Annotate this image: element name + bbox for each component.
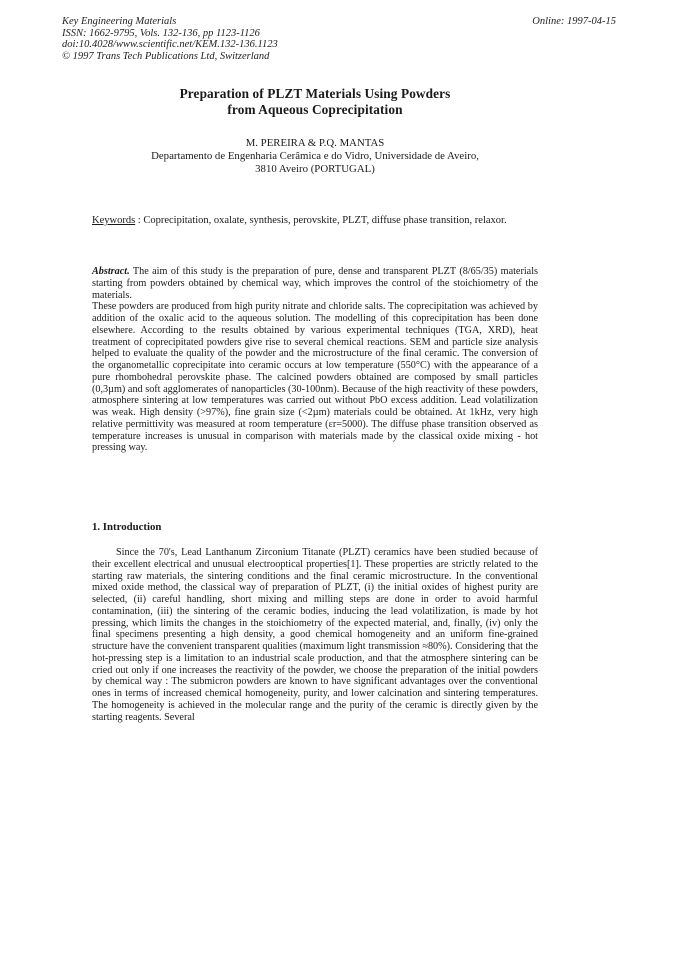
- journal-name: Key Engineering Materials: [62, 16, 177, 27]
- doi-line: doi:10.4028/www.scientific.net/KEM.132-136.1123: [62, 39, 278, 50]
- abstract-label: Abstract.: [92, 266, 130, 277]
- abstract-paragraph-2: These powders are produced from high purity nitrate and chloride salts. The coprecipitation was achieved by addition of the oxalic acid to the aqueous solution. The modelling of this coprecipitation has been done elsewhere. According to the results obtained by various experimental techniques (TGA, XRD), heat treatment of coprecipitated powders give rise to several chemical reactions. SEM and particle size analysis helped to evaluate the quality of the powder and the microstructure of the final ceramic. The conversion of the organometallic coprecipitate into ceramic occurs at low temperature (550°C) with the appearance of a pure rhombohedral perovskite phase. The calcined powders obtained are composed by small particles (0,3µm) and soft agglomerates of nanoparticles (30-100nm). Because of the high reactivity of these powders, atmosphere sintering at low temperatures was carried out without PbO excess addition. Lead volatilization was weak. High density (>97%), fine grain size (<2µm) materials could be obtained. At 1kHz, very high relative permittivity was measured at room temperature (εr=5000). The diffuse phase transition observed as temperature increases is unusual in comparison with materials made by the classical oxide mixing - hot pressing way.: [92, 301, 538, 454]
- author-affiliation: Departamento de Engenharia Cerâmica e do Vidro, Universidade de Aveiro,: [151, 149, 479, 162]
- author-address: 3810 Aveiro (PORTUGAL): [255, 162, 375, 175]
- journal-header: [62, 16, 278, 62]
- author-names: M. PEREIRA & P.Q. MANTAS: [245, 137, 385, 149]
- introduction-paragraph-1: Since the 70's, Lead Lanthanum Zirconium Titanate (PLZT) ceramics have been studied because of their excellent electrical and unusual electrooptical properties[1]. These properties are strictly related to the starting raw materials, the sintering conditions and the final ceramic microstructure. In the conventional mixed oxide method, the classical way of preparation of PLZT, (i) the initial oxides of highest purity are selected, (ii) careful handling, short mixing and milling steps are done in order to avoid harmful contamination, (iii) the sintering of the ceramic bodies, inducing the lead volatilization, is made by hot pressing, which limits the changes in the stoichiometry of the expected material, and, finally, (iv) only the final specimens presenting a high density, a good chemical homogeneity and an uniform fine-grained structure have the convenient transparent qualities (maximum light transmission ≈80%). Considering that the hot-pressing step is a limitation to an industrial scale production, and that the atmosphere sintering can be cried out only if one increases the reactivity of the powder, we choose the preparation of the initial powders by chemical way : The submicron powders are known to have significant advantages over the conventional ones in terms of increased chemical homogeneity, purity, and lower calcination and sintering temperatures. The homogeneity is achieved in the molecular range and the purity of the ceramic is directly given by the starting reagents. Several: [92, 547, 538, 723]
- section-heading-introduction: 1. Introduction: [92, 521, 162, 533]
- title-line-2: from Aqueous Coprecipitation: [227, 101, 403, 117]
- introduction-body: [92, 547, 538, 723]
- paper-title: [0, 86, 630, 117]
- abstract: [92, 266, 538, 454]
- keywords: [92, 214, 552, 227]
- abstract-paragraph-1: [92, 266, 538, 301]
- keywords-label: Keywords: [92, 215, 136, 226]
- keywords-text: : Coprecipitation, oxalate, synthesis, perovskite, PLZT, diffuse phase transition, relaxor.: [135, 215, 507, 226]
- title-line-1: Preparation of PLZT Materials Using Powders: [179, 86, 451, 101]
- author-block: [0, 137, 630, 175]
- abstract-text-1: The aim of this study is the preparation of pure, dense and transparent PLZT (8/65/35) materials starting from powders obtained by chemical way, which improves the control of the stoichiometry of the materials.: [92, 266, 538, 301]
- issn-line: ISSN: 1662-9795, Vols. 132-136, pp 1123-1126: [62, 27, 260, 39]
- copyright-line: © 1997 Trans Tech Publications Ltd, Switzerland: [62, 50, 270, 62]
- online-date: Online: 1997-04-15: [532, 16, 616, 27]
